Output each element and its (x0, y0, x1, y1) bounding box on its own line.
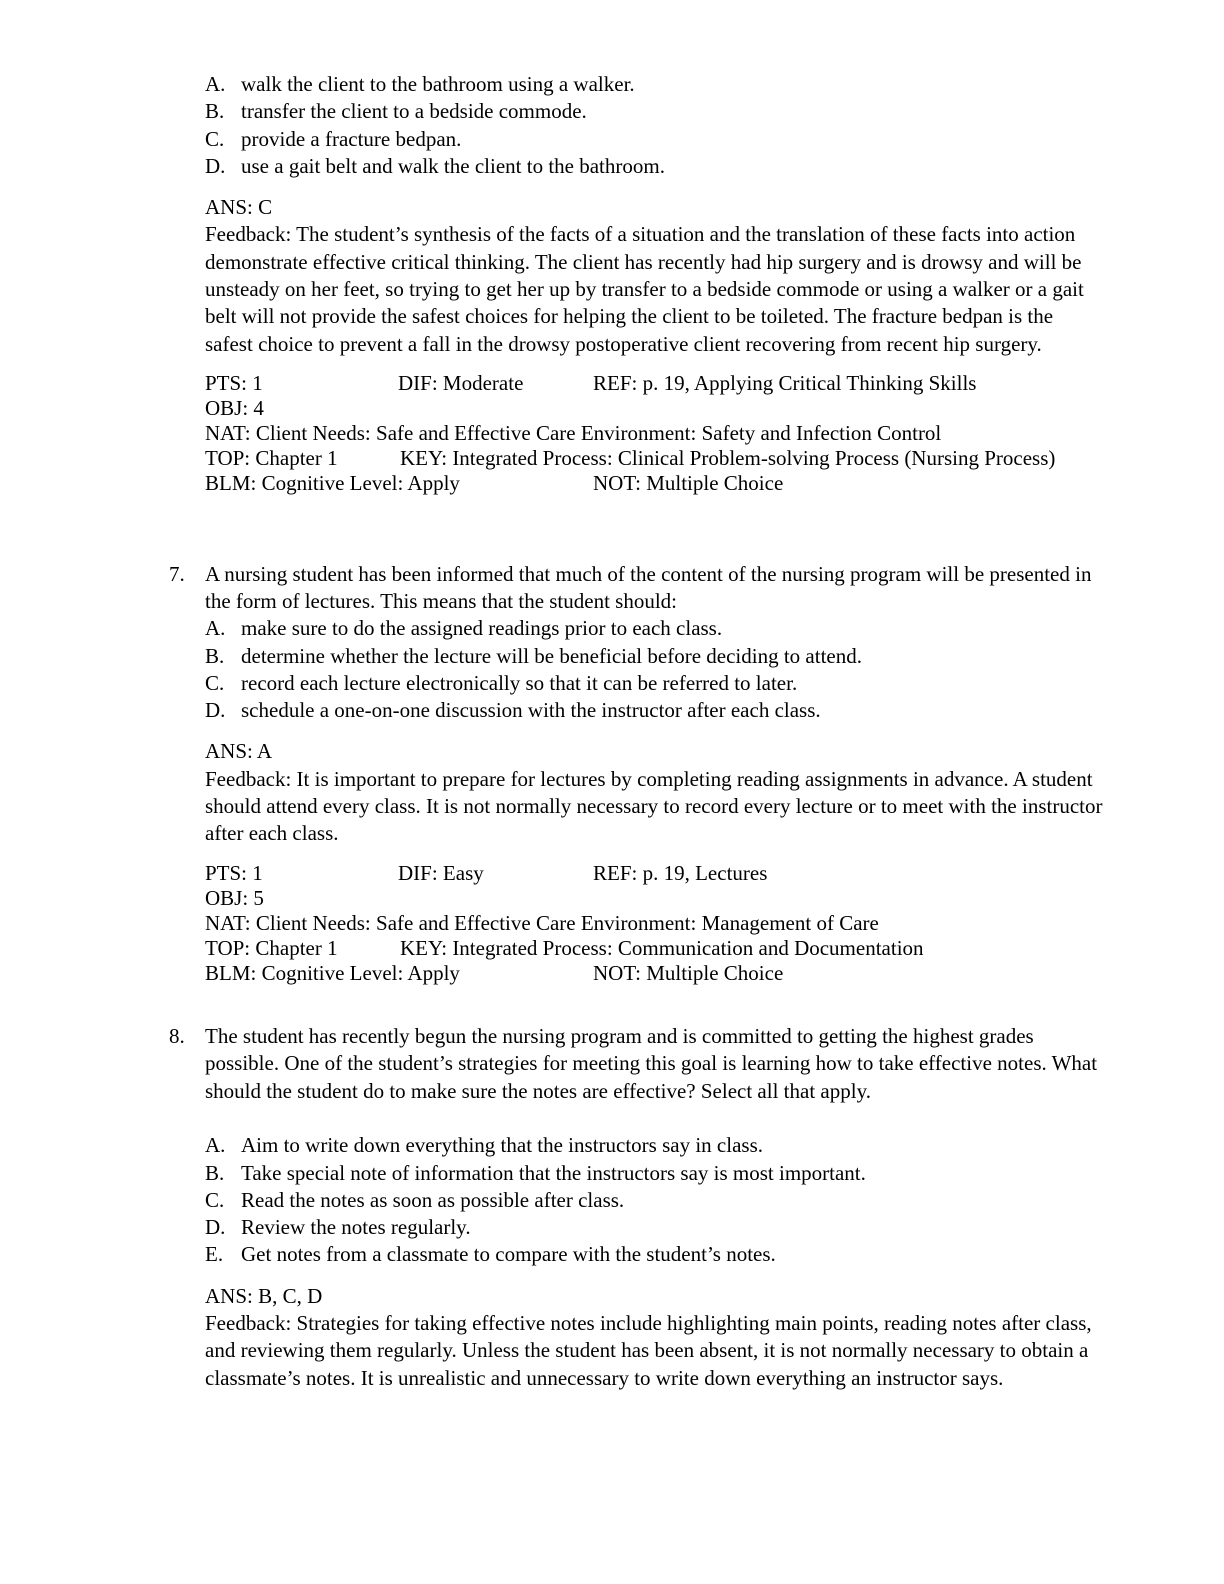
q7-dif: DIF: Easy (398, 860, 484, 885)
q8-answer-block (205, 1283, 1105, 1392)
q7-obj: OBJ: 5 (205, 885, 264, 910)
q8-stem-text: The student has recently begun the nursing program and is committed to getting the highest grades possible. One of the student’s strategies for meeting this goal is learning how to take effective notes. What should the student do to make sure the notes are effective? Select all that apply. (205, 1024, 1098, 1103)
q7-ref: REF: p. 19, Lectures (593, 860, 768, 885)
q6-ref: REF: p. 19, Applying Critical Thinking Skills (593, 370, 977, 395)
q6-top: TOP: Chapter 1 (205, 445, 338, 470)
q6-answer: ANS: C (205, 195, 273, 220)
q6-nat: NAT: Client Needs: Safe and Effective Care Environment: Safety and Infection Control (205, 420, 942, 445)
q7-option-c: C. record each lecture electronically so that it can be referred to later. (205, 670, 798, 695)
q6-answer-block (205, 194, 1105, 358)
question-7 (0, 561, 1224, 986)
q8-option-c: C. Read the notes as soon as possible after class. (205, 1187, 625, 1212)
q8-number: 8. (169, 1024, 185, 1048)
q6-feedback: Feedback: The student’s synthesis of the facts of a situation and the translation of these facts into action demonstrate effective critical thinking. The client has recently had hip surgery and is drowsy and will be unsteady on her feet, so trying to get her up by transfer to a bedside commode or using a walker or a gait belt will not provide the safest choices for helping the client to be toileted. The fracture bedpan is the safest choice to prevent a fall in the drowsy postoperative client recovering from recent hip surgery. (205, 222, 1084, 356)
q7-number: 7. (169, 562, 185, 586)
q6-blm: BLM: Cognitive Level: Apply (205, 470, 460, 495)
q6-not: NOT: Multiple Choice (593, 470, 784, 495)
q7-option-b: B. determine whether the lecture will be beneficial before deciding to attend. (205, 643, 862, 668)
q7-not: NOT: Multiple Choice (593, 960, 784, 985)
q7-stem-text: A nursing student has been informed that much of the content of the nursing program will be presented in the form of lectures. This means that the student should: (205, 562, 1092, 614)
q6-option-a: A. walk the client to the bathroom using a walker. (205, 72, 635, 96)
q7-answer: ANS: A (205, 739, 273, 764)
q8-option-d: D. Review the notes regularly. (205, 1215, 471, 1240)
question-8 (0, 1023, 1224, 1392)
q6-option-c: C. provide a fracture bedpan. (205, 126, 462, 151)
q6-key: KEY: Integrated Process: Clinical Problem-solving Process (Nursing Process) (400, 445, 1056, 470)
q7-blm: BLM: Cognitive Level: Apply (205, 960, 460, 985)
q6-option-d: D. use a gait belt and walk the client to the bathroom. (205, 153, 665, 178)
q8-answer: ANS: B, C, D (205, 1283, 323, 1308)
q7-feedback: Feedback: It is important to prepare for lectures by completing reading assignments in advance. A student should attend every class. It is not normally necessary to record every lecture or to meet with the instructor after each class. (205, 766, 1103, 846)
q7-nat: NAT: Client Needs: Safe and Effective Care Environment: Management of Care (205, 910, 879, 935)
q6-pts: PTS: 1 (205, 370, 263, 395)
q8-option-e: E. Get notes from a classmate to compare with the student’s notes. (205, 1242, 776, 1267)
q8-option-a: A. Aim to write down everything that the instructors say in class. (205, 1133, 763, 1158)
q7-option-d: D. schedule a one-on-one discussion with the instructor after each class. (205, 698, 821, 723)
q7-key: KEY: Integrated Process: Communication and Documentation (400, 935, 924, 960)
q6-obj: OBJ: 4 (205, 395, 264, 420)
q8-feedback: Feedback: Strategies for taking effective notes include highlighting main points, reading notes after class, and reviewing them regularly. Unless the student has been absent, it is not normally necessary to obtain a classmate’s notes. It is unrealistic and unnecessary to write down everything an instructor says. (205, 1311, 1092, 1390)
q8-option-b: B. Take special note of information that the instructors say is most important. (205, 1160, 866, 1185)
q7-option-a: A. make sure to do the assigned readings prior to each class. (205, 616, 723, 641)
q7-answer-block (205, 738, 1105, 847)
q6-option-b: B. transfer the client to a bedside commode. (205, 99, 587, 124)
question-6 (0, 71, 1224, 496)
q6-metadata (205, 371, 1105, 496)
q7-metadata (205, 861, 1105, 986)
q7-top: TOP: Chapter 1 (205, 935, 338, 960)
q7-pts: PTS: 1 (205, 860, 263, 885)
q6-dif: DIF: Moderate (398, 370, 524, 395)
